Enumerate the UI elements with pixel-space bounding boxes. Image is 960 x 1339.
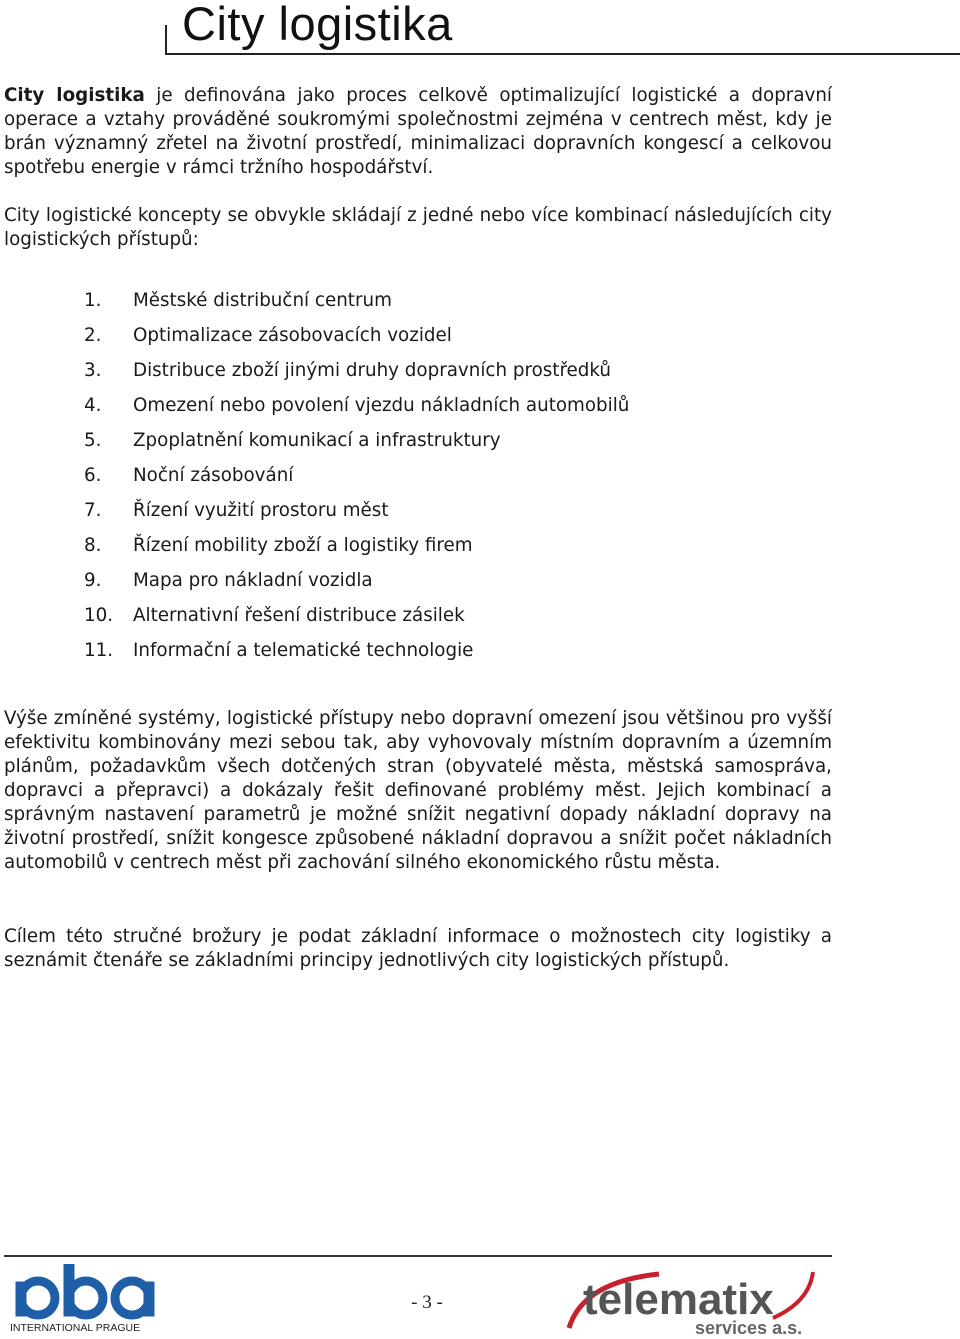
- list-item: [84, 633, 629, 668]
- title-divider: [165, 53, 960, 55]
- list-item: [84, 528, 629, 563]
- footer-divider: [4, 1255, 832, 1257]
- list-item: [84, 493, 629, 528]
- list-item-text: Zpoplatnění komunikací a infrastruktury: [133, 430, 501, 451]
- list-item-text: Mapa pro nákladní vozidla: [133, 570, 373, 591]
- pba-caption: INTERNATIONAL PRAGUE: [10, 1322, 141, 1334]
- list-item-text: Řízení využití prostoru měst: [133, 500, 389, 521]
- list-item-number: 3.: [84, 360, 102, 381]
- list-item-text: Řízení mobility zboží a logistiky firem: [133, 535, 473, 556]
- list-item: [84, 353, 629, 388]
- list-item-text: Alternativní řešení distribuce zásilek: [133, 605, 465, 626]
- list-item: [84, 388, 629, 423]
- list-item: [84, 423, 629, 458]
- list-item-text: Městské distribuční centrum: [133, 290, 392, 311]
- approaches-list: [84, 283, 629, 668]
- list-item-number: 9.: [84, 570, 102, 591]
- list-item-number: 2.: [84, 325, 102, 346]
- intro-term: City logistika: [4, 85, 145, 106]
- list-item-text: Omezení nebo povolení vjezdu nákladních automobilů: [133, 395, 630, 416]
- list-item-number: 11.: [84, 640, 114, 661]
- list-item-text: Distribuce zboží jinými druhy dopravních prostředků: [133, 360, 612, 381]
- telematix-logo: [563, 1262, 825, 1338]
- list-item: [84, 563, 629, 598]
- aim-paragraph: Cílem této stručné brožury je podat základní informace o možnostech city logistiky a seznámit čtenáře se základními principy jednotlivých city logistických přístupů.: [4, 926, 832, 971]
- list-item: [84, 458, 629, 493]
- page-title: City logistika: [182, 0, 453, 50]
- intro-definition: je definována jako proces celkově optimalizující logistické a dopravní operace a vztahy prováděné soukromými společnostmi zejména v centrech měst, kdy je brán významný zřetel na životní prostředí, minimalizaci dopravních kongescí a celkovou spotřebu energie v rámci tržního hospodářství.: [4, 85, 833, 178]
- page-number: - 3 -: [411, 1292, 443, 1313]
- pba-logo: [8, 1264, 160, 1334]
- list-item-number: 8.: [84, 535, 102, 556]
- telematix-wordmark: telematix: [583, 1275, 774, 1324]
- list-item-number: 10.: [84, 605, 114, 626]
- list-item-text: Noční zásobování: [133, 465, 294, 486]
- list-item-number: 5.: [84, 430, 102, 451]
- title-divider-vertical: [165, 25, 167, 54]
- list-item-number: 7.: [84, 500, 102, 521]
- list-item: [84, 283, 629, 318]
- body-paragraph: Výše zmíněné systémy, logistické přístupy nebo dopravní omezení jsou většinou pro vyšší efektivitu kombinovány mezi sebou tak, aby vyhovovaly místním dopravním a územním plánům, požadavkům všech dotčených stran (obyvatelé města, městská samospráva, dopravci a přepravci) a dokázaly řešit definované problémy měst. Jejich kombinací a správným nastavení parametrů je možné snížit negativní dopady nákladní dopravy na životní prostředí, snížit kongesce způsobené nákladní dopravou a snížit počet nákladních automobilů v centrech měst při zachování silného ekonomického růstu města.: [4, 708, 832, 873]
- intro-paragraph: [4, 84, 832, 180]
- list-item-number: 1.: [84, 290, 102, 311]
- lead-paragraph: City logistické koncepty se obvykle skládají z jedné nebo více kombinací následujících city logistických přístupů:: [4, 205, 832, 250]
- list-item: [84, 598, 629, 633]
- list-item-number: 6.: [84, 465, 102, 486]
- list-item: [84, 318, 629, 353]
- telematix-caption: services a.s.: [695, 1318, 803, 1338]
- list-item-text: Informační a telematické technologie: [133, 640, 474, 661]
- list-item-number: 4.: [84, 395, 102, 416]
- list-item-text: Optimalizace zásobovacích vozidel: [133, 325, 452, 346]
